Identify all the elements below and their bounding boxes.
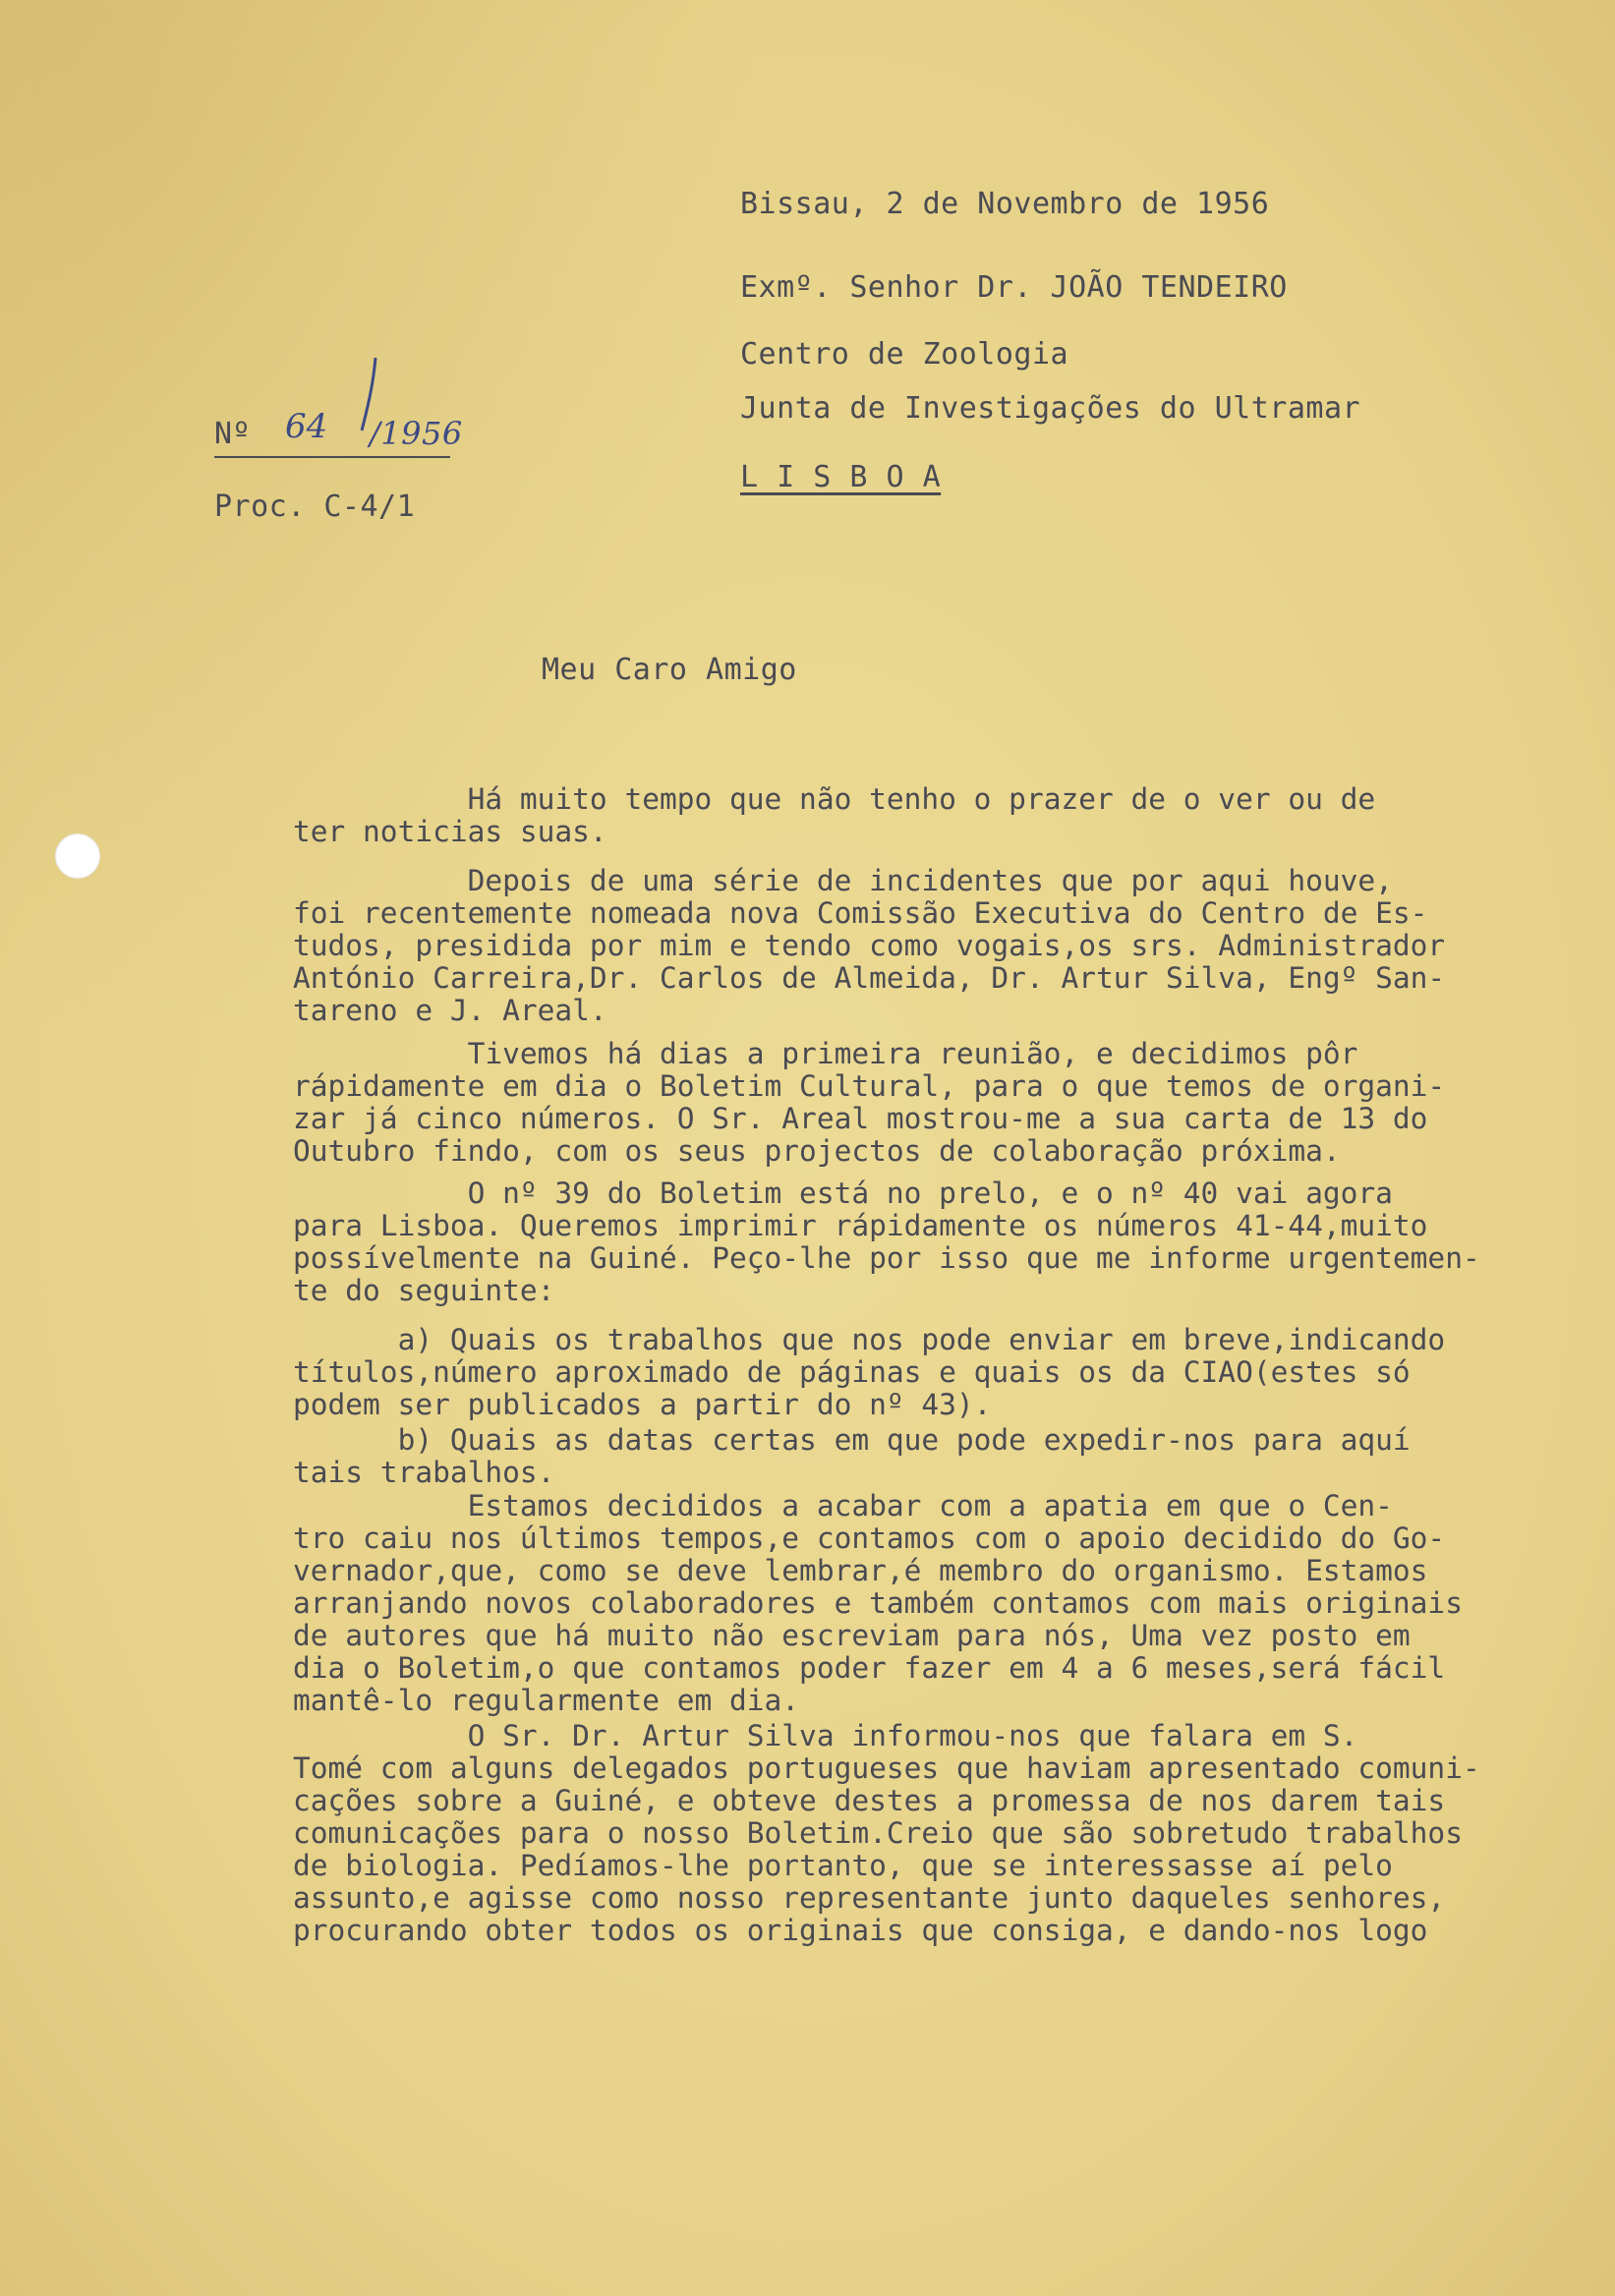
paragraph-item-b: b) Quais as datas certas em que pode expedir-nos para aquí tais trabalhos.	[293, 1423, 1411, 1489]
paragraph-1: Há muito tempo que não tenho o prazer de o ver ou de ter noticias suas.	[293, 782, 1376, 848]
proc-reference: Proc. C-4/1	[214, 489, 416, 524]
org-junta: Junta de Investigações do Ultramar	[740, 391, 1361, 426]
paragraph-6: O Sr. Dr. Artur Silva informou-nos que falara em S. Tomé com alguns delegados portugueses que haviam apresentado comuni- cações sobre a Guiné, e obteve destes a promessa de nos darem tais comunicações para o nosso Boletim.Creio que são sobretudo trabalhos de biologia. Pedíamos-lhe portanto, que se interessasse aí pelo assunto,e agisse como nosso representante junto daqueles senhores, procurando obter todos os originais que consiga, e dando-nos logo	[293, 1719, 1480, 1947]
paragraph-3: Tivemos há dias a primeira reunião, e decidimos pôr rápidamente em dia o Boletim Cultural, para o que temos de organi- zar já cinco números. O Sr. Areal mostrou-me a sua carta de 13 do Outubro findo, com os seus projectos de colaboração próxima.	[293, 1037, 1446, 1168]
place-date: Bissau, 2 de Novembro de 1956	[740, 187, 1270, 221]
org-name: Centro de Zoologia	[740, 337, 1069, 372]
handwritten-number: 64	[285, 407, 328, 446]
number-label: Nº	[214, 417, 252, 451]
paragraph-5: Estamos decididos a acabar com a apatia em que o Cen- tro caiu nos últimos tempos,e contamos com o apoio decidido do Go- vernador,que, como se deve lembrar,é membro do organismo. Estamos arranjando novos colaboradores e também contamos com mais originais de autores que há muito não escreviam para nós, Uma vez posto em dia o Boletim,o que contamos poder fazer em 4 a 6 meses,será fácil mantê-lo regularmente em dia.	[293, 1489, 1463, 1717]
number-year: /1956	[370, 415, 463, 452]
handwritten-stroke	[354, 356, 383, 434]
addressee: Exmº. Senhor Dr. JOÃO TENDEIRO	[740, 270, 1288, 305]
paragraph-4: O nº 39 do Boletim está no prelo, e o nº 40 vai agora para Lisboa. Queremos imprimir rápidamente os números 41-44,muito possívelmente na Guiné. Peço-lhe por isso que me informe urgentemen- te do seguinte:	[293, 1177, 1480, 1307]
salutation: Meu Caro Amigo	[542, 653, 797, 687]
reference-number	[214, 407, 463, 458]
paragraph-item-a: a) Quais os trabalhos que nos pode enviar em breve,indicando títulos,número aproximado de páginas e quais os da CIAO(estes só podem ser publicados a partir do nº 43).	[293, 1323, 1446, 1421]
paragraph-2: Depois de uma série de incidentes que por aqui houve, foi recentemente nomeada nova Comissão Executiva do Centro de Es- tudos, presidida por mim e tendo como vogais,os srs. Administrador António Carreira,Dr. Carlos de Almeida, Dr. Artur Silva, Engº San- tareno e J. Areal.	[293, 864, 1446, 1027]
punch-hole	[55, 833, 100, 879]
city: L I S B O A	[740, 460, 942, 494]
